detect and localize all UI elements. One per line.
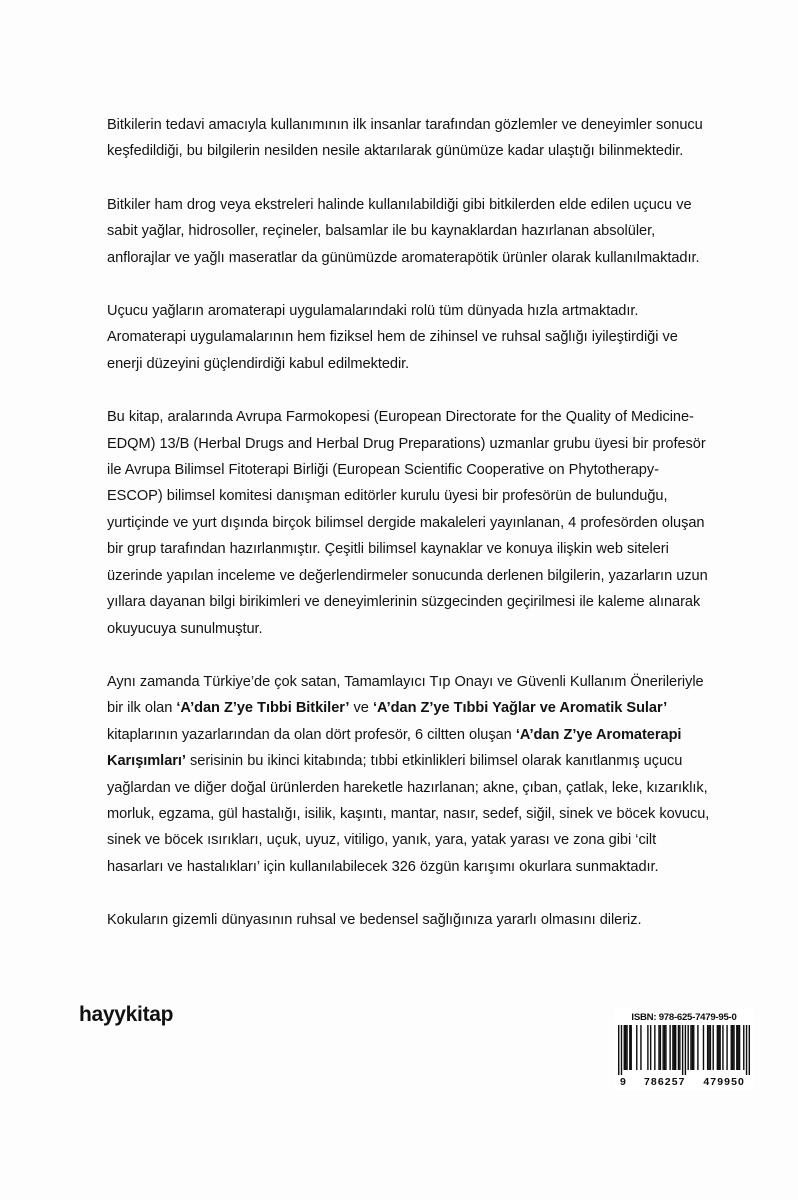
book-title-emphasis: ‘A’dan Z’ye Aromaterapi Karışımları’: [107, 726, 682, 770]
paragraph-text-run: Aynı zamanda Türkiye’de çok satan, Tamamlayıcı Tıp Onayı ve Güvenli Kullanım Önerileriyle bir ilk olan: [107, 673, 704, 717]
isbn-barcode: [614, 1009, 754, 1090]
paragraph-6: Kokuların gizemli dünyasının ruhsal ve bedensel sağlığınıza yararlı olmasını dileriz.: [107, 912, 642, 929]
paragraph-2: Bitkiler ham drog veya ekstreleri halinde kullanılabildiği gibi bitkilerden elde edilen uçucu ve sabit yağlar, hidrosoller, reçineler, balsamlar ile bu kaynaklardan hazırlanan absolüler, anflorajlar ve yağlı maseratlar da günümüzde aromaterapötik ürünler olarak kullanılmaktadır.: [107, 196, 700, 266]
paragraph-3: Uçucu yağların aromaterapi uygulamalarındaki rolü tüm dünyada hızla artmaktadır. Aromaterapi uygulamalarının hem fiziksel hem de zihinsel ve ruhsal sağlığı iyileştirdiği ve enerji düzeyini güçlendirdiği kabul edilmektedir.: [107, 303, 678, 372]
barcode-digit-group-3: 479950: [703, 1076, 745, 1088]
barcode-digit-group-1: 9: [620, 1076, 627, 1088]
publisher-logo: hayykitap: [79, 1003, 174, 1026]
paragraph-text-run: serisinin bu ikinci kitabında; tıbbi etkinlikleri bilimsel olarak kanıtlanmış uçucu yağlardan ve diğer doğal ürünlerden hareketle hazırlanan; akne, çıban, çatlak, leke, kızarıklık, morluk, egzama, gül hastalığı, isilik, kaşıntı, mantar, nasır, sedef, siğil, sinek ve böcek kovucu, sinek ve böcek ısırıkları, uçuk, uyuz, vitiligo, yanık, yara, yatak yarası ve zona gibi ‘cilt hasarları ve hastalıkları’ için kullanılabilecek 326 özgün karışımı okurlara sunmaktadır.: [107, 753, 710, 875]
barcode-digits: [618, 1076, 750, 1088]
barcode-digit-group-2: 786257: [643, 1076, 686, 1088]
paragraph-1: Bitkilerin tedavi amacıyla kullanımının ilk insanlar tarafından gözlemler ve deneyimler sonucu keşfedildiği, bu bilgilerin nesilden nesile aktarılarak günümüze kadar ulaştığı bilinmektedir.: [107, 117, 703, 160]
paragraph-text-run: kitaplarının yazarlarından da olan dört profesör, 6 ciltten oluşan: [107, 726, 516, 743]
barcode-bars: [618, 1025, 750, 1075]
cover-footer: [0, 995, 798, 1115]
book-title-emphasis: ‘A’dan Z’ye Tıbbi Yağlar ve Aromatik Sular’: [372, 700, 668, 717]
paragraph-text-run: ve: [349, 700, 373, 717]
isbn-label: ISBN: 978-625-7479-95-0: [631, 1012, 737, 1023]
book-title-emphasis: ‘A’dan Z’ye Tıbbi Bitkiler’: [176, 700, 350, 717]
paragraph-4: Bu kitap, aralarında Avrupa Farmokopesi (European Directorate for the Quality of Medicine-EDQM) 13/B (Herbal Drugs and Herbal Drug Preparations) uzmanlar grubu üyesi bir profesör ile Avrupa Bilimsel Fitoterapi Birliği (European Scientific Cooperative on Phytotherapy-ESCOP) bilimsel komitesi danışman editörler kurulu üyesi bir profesörün de bulunduğu, yurtiçinde ve yurt dışında birçok bilimsel dergide makaleleri yayınlanan, 4 profesörden oluşan bir grup tarafından hazırlanmıştır. Çeşitli bilimsel kaynaklar ve konuya ilişkin web siteleri üzerinde yapılan inceleme ve değerlendirmeler sonucunda derlenen bilgilerin, yazarların uzun yıllara dayanan bilgi birikimleri ve deneyimlerinin süzgecinden geçirilmesi ile kaleme alınarak okuyucuya sunulmuştur.: [107, 409, 708, 637]
blurb-text-block: [107, 112, 713, 934]
paragraph-5-rich: [107, 669, 713, 880]
